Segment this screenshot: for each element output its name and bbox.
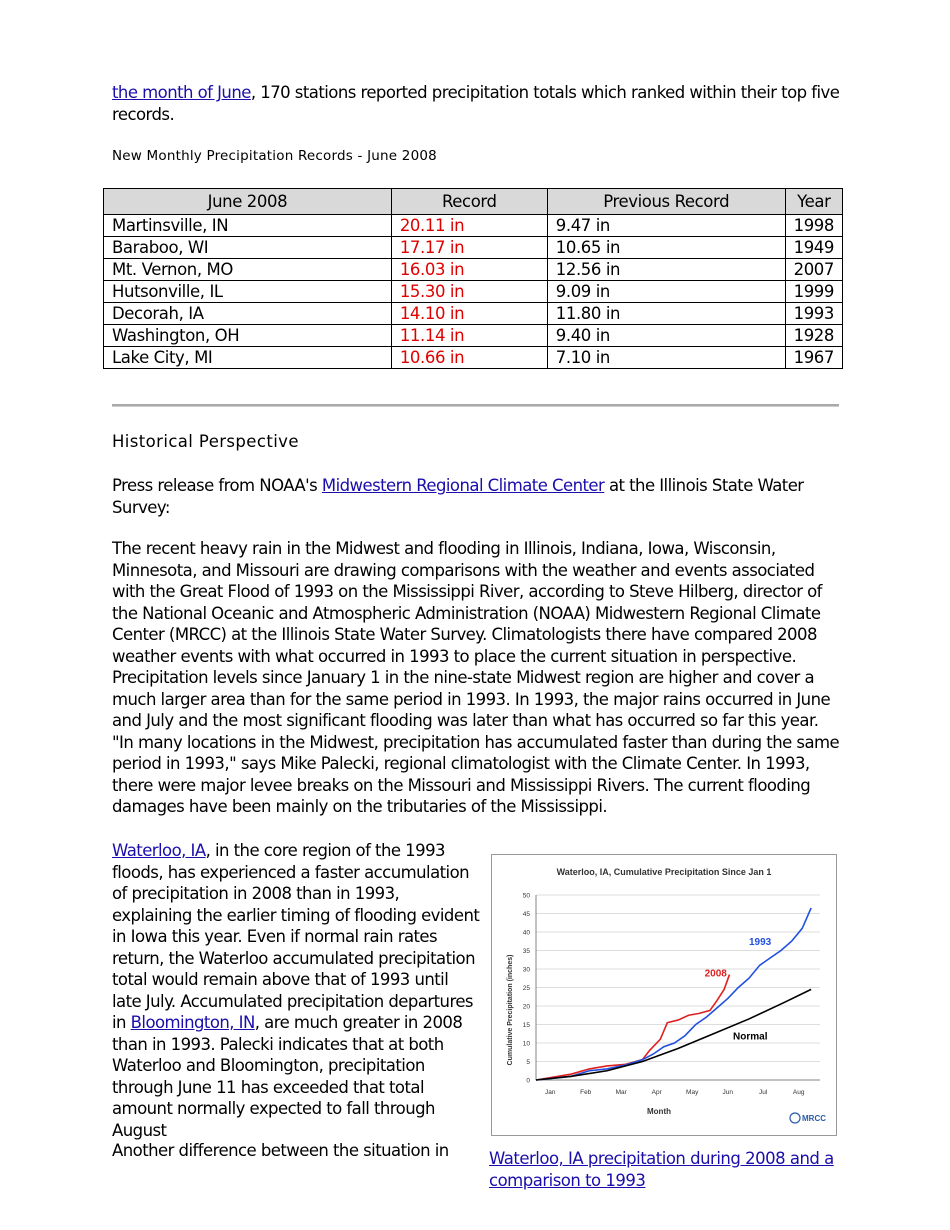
previous-record-cell: 9.40 in	[547, 325, 785, 347]
x-tick-label: Mar	[615, 1089, 627, 1096]
series-label-1993: 1993	[749, 936, 772, 948]
press-after: at the Illinois State Water Survey:	[112, 476, 804, 517]
station-cell: Lake City, MI	[104, 347, 392, 369]
y-tick-label: 40	[522, 929, 530, 937]
y-tick-label: 5	[526, 1059, 530, 1066]
header-record: Record	[391, 189, 547, 215]
intro-rest: , 170 stations reported precipitation totals which ranked within their top five records.	[112, 83, 840, 124]
x-tick-label: Jan	[544, 1089, 556, 1096]
y-tick-label: 45	[522, 911, 530, 918]
record-cell: 10.66 in	[391, 347, 547, 369]
x-tick-label: Feb	[580, 1089, 592, 1096]
previous-record-cell: 7.10 in	[547, 347, 785, 369]
intro-text	[112, 82, 842, 125]
table-row	[104, 325, 843, 347]
x-tick-label: Jul	[759, 1089, 768, 1096]
record-cell: 11.14 in	[391, 325, 547, 347]
x-tick-label: Apr	[651, 1089, 662, 1096]
x-tick-label: Jun	[722, 1089, 733, 1096]
series-label-2008: 2008	[704, 968, 727, 980]
previous-record-cell: 9.47 in	[547, 215, 785, 237]
bloomington-link[interactable]: Bloomington, IN	[130, 1013, 255, 1032]
record-cell: 15.30 in	[391, 281, 547, 303]
mrcc-logo	[790, 1113, 826, 1123]
precipitation-chart[interactable]	[491, 854, 837, 1136]
series-line-1993	[536, 908, 811, 1080]
table-row	[104, 303, 843, 325]
y-tick-label: 20	[522, 1003, 530, 1011]
press-release-intro	[112, 475, 842, 518]
mrcc-logo-icon	[790, 1113, 800, 1123]
figure-caption-container	[489, 1148, 839, 1191]
station-cell: Washington, OH	[104, 325, 392, 347]
horizontal-divider	[112, 404, 839, 407]
another-paragraph: Another difference between the situation in	[112, 1141, 449, 1160]
header-year: Year	[785, 189, 842, 215]
year-cell: 1998	[785, 215, 842, 237]
waterloo-link[interactable]: Waterloo, IA	[112, 841, 206, 860]
x-tick-label: May	[686, 1089, 699, 1096]
x-tick-label: Aug	[792, 1089, 805, 1096]
chart-title: Waterloo, IA, Cumulative Precipitation Since Jan 1	[556, 867, 772, 877]
table-row	[104, 281, 843, 303]
main-paragraph: The recent heavy rain in the Midwest and flooding in Illinois, Indiana, Iowa, Wisconsin, Minnesota, and Missouri are drawing comparisons with the weather and events associated with the Great Flood of 1993 on the Mississippi River, according to Steve Hilberg, director of the National Oceanic and Atmospheric Administration (NOAA) Midwestern Regional Climate Center (MRCC) at the Illinois State Water Survey. Climatologists there have compared 2008 weather events with what occurred in 1993 to place the current situation in perspective. Precipitation levels since January 1 in the nine-state Midwest region are higher and cover a much larger area than for the same period in 1993. In 1993, the major rains occurred in June and July and the most significant flooding was later than what has occurred so far this year. "In many locations in the Midwest, precipitation has accumulated faster than during the same period in 1993," says Mike Palecki, regional climatologist with the Climate Center. In 1993, there were major levee breaks on the Missouri and Mississippi Rivers. The current flooding damages have been mainly on the tributaries of the Mississippi.	[112, 539, 840, 816]
y-tick-label: 0	[526, 1077, 530, 1085]
previous-record-cell: 11.80 in	[547, 303, 785, 325]
mrcc-link[interactable]: Midwestern Regional Climate Center	[321, 476, 605, 495]
table-header-row	[104, 189, 843, 215]
record-cell: 14.10 in	[391, 303, 547, 325]
year-cell: 1999	[785, 281, 842, 303]
record-cell: 17.17 in	[391, 237, 547, 259]
y-tick-label: 50	[522, 892, 530, 900]
y-tick-label: 10	[522, 1040, 530, 1048]
record-cell: 16.03 in	[391, 259, 547, 281]
mrcc-logo-text: MRCC	[802, 1114, 826, 1123]
year-cell: 1949	[785, 237, 842, 259]
previous-record-cell: 9.09 in	[547, 281, 785, 303]
month-of-june-link[interactable]: the month of June	[112, 83, 251, 102]
series-label-normal: Normal	[733, 1031, 768, 1043]
section-title: Historical Perspective	[112, 432, 299, 451]
station-cell: Martinsville, IN	[104, 215, 392, 237]
station-cell: Baraboo, WI	[104, 237, 392, 259]
waterloo-paragraph	[112, 840, 480, 1141]
year-cell: 2007	[785, 259, 842, 281]
waterloo-text-1: , in the core region of the 1993 floods, has experienced a faster accumulation of precipitation in 2008 than in 1993, explaining the earlier timing of flooding evident in Iowa this year. Even if normal rain rates return, the Waterloo accumulated precipitation total would remain above that of 1993 until late July. Accumulated precipitation departures in	[112, 841, 480, 1032]
press-before: Press release from NOAA's	[112, 476, 322, 495]
header-station: June 2008	[104, 189, 392, 215]
year-cell: 1967	[785, 347, 842, 369]
station-cell: Decorah, IA	[104, 303, 392, 325]
record-cell: 20.11 in	[391, 215, 547, 237]
series-line-normal	[536, 989, 811, 1080]
chart-ylabel: Cumulative Precipitation (inches)	[507, 954, 514, 1066]
figure-caption-link[interactable]: Waterloo, IA precipitation during 2008 and a comparison to 1993	[489, 1149, 834, 1190]
table-row	[104, 347, 843, 369]
table-row	[104, 259, 843, 281]
table-row	[104, 237, 843, 259]
year-cell: 1993	[785, 303, 842, 325]
y-tick-label: 15	[522, 1022, 530, 1029]
y-tick-label: 30	[522, 966, 530, 974]
chart-xlabel: Month	[647, 1107, 671, 1116]
table-row	[104, 215, 843, 237]
year-cell: 1928	[785, 325, 842, 347]
station-cell: Mt. Vernon, MO	[104, 259, 392, 281]
chart-svg	[492, 855, 836, 1135]
waterloo-text-2: , are much greater in 2008 than in 1993. Palecki indicates that at both Waterloo and Bloomington, precipitation through June 11 has exceeded that total amount normally expected to fall through August	[112, 1013, 463, 1140]
previous-record-cell: 12.56 in	[547, 259, 785, 281]
y-tick-label: 35	[522, 948, 530, 955]
station-cell: Hutsonville, IL	[104, 281, 392, 303]
previous-record-cell: 10.65 in	[547, 237, 785, 259]
records-table	[103, 188, 843, 369]
y-tick-label: 25	[522, 985, 530, 992]
header-previous-record: Previous Record	[547, 189, 785, 215]
table-caption: New Monthly Precipitation Records - June 2008	[112, 148, 437, 164]
